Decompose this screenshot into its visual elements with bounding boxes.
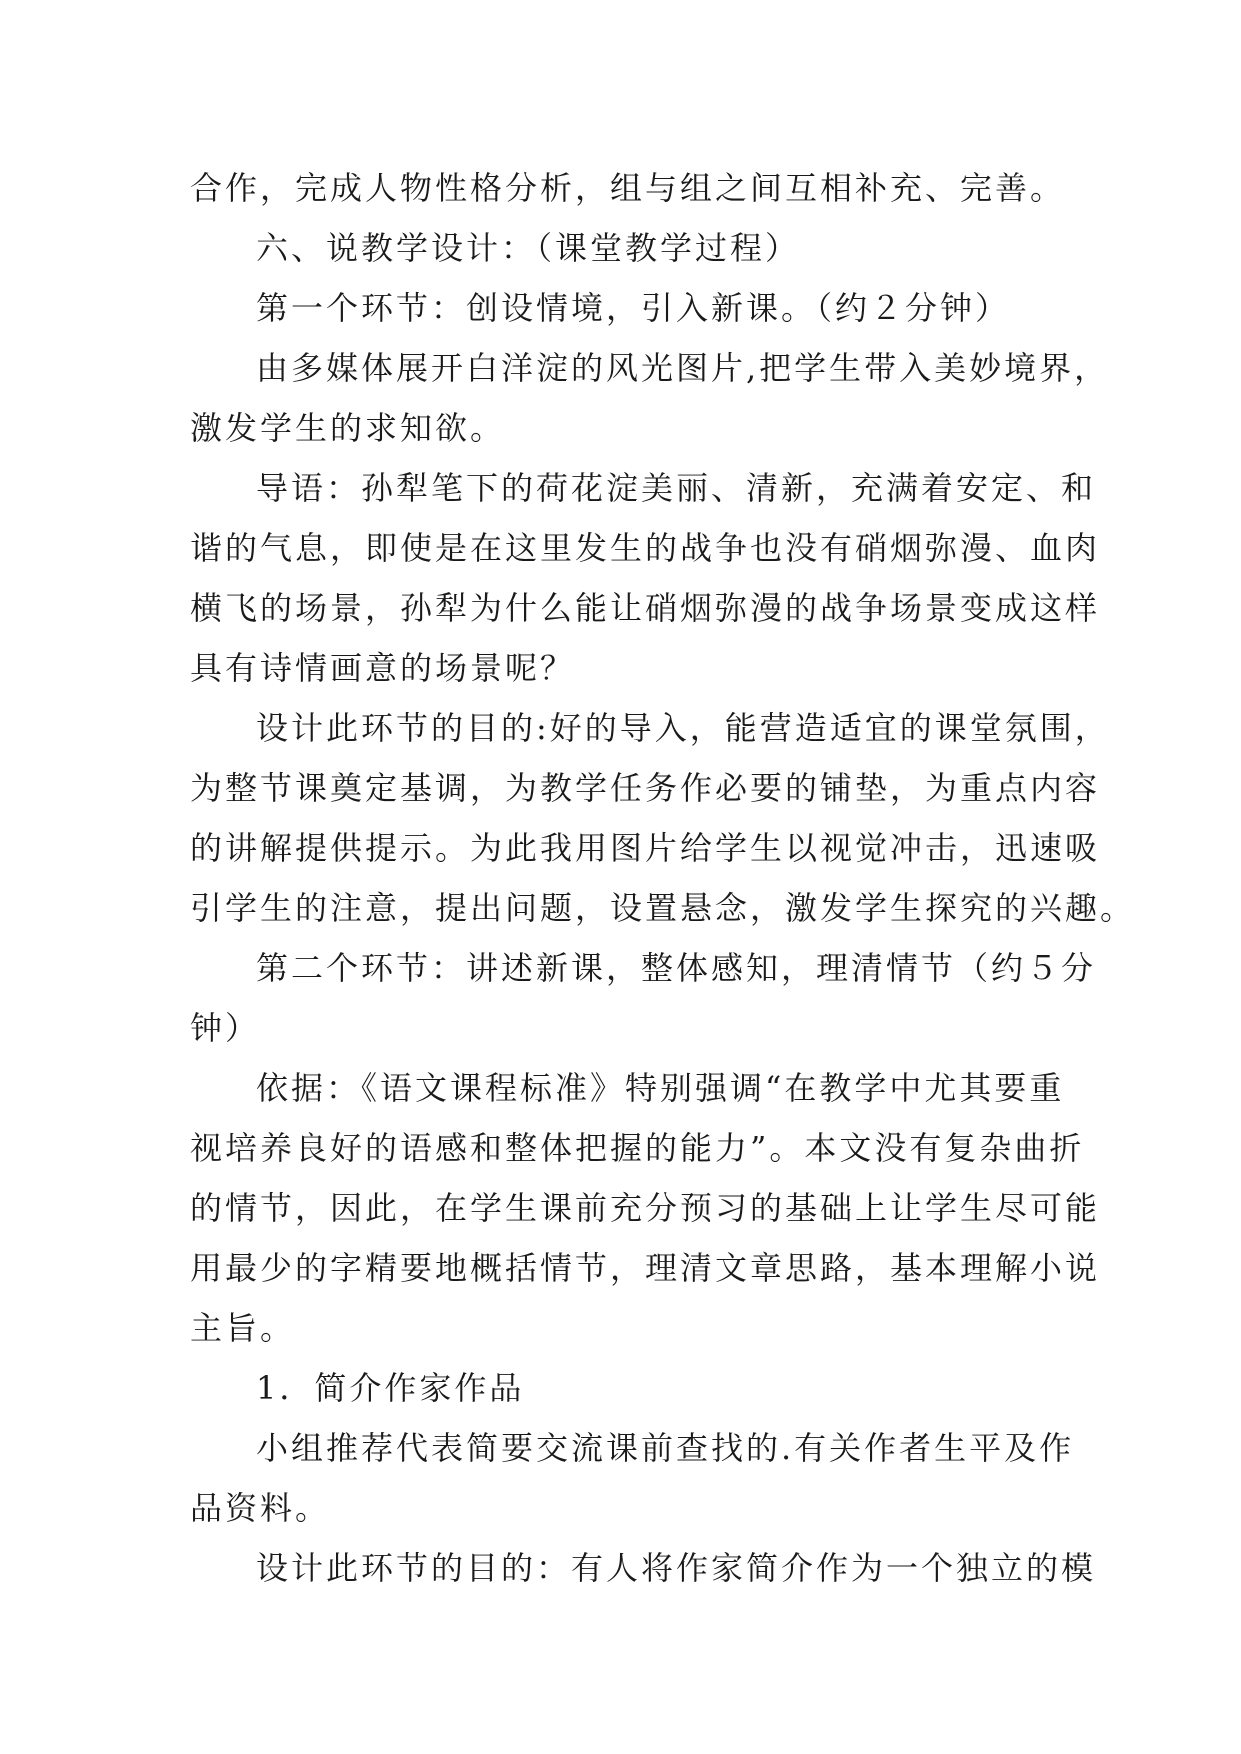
text-line: 品资料。	[190, 1489, 331, 1527]
step-heading: 第一个环节：创设情境，引入新课。（约２分钟）	[256, 289, 1011, 327]
text-line: 主旨。	[190, 1309, 296, 1347]
text-line: 的讲解提供提示。为此我用图片给学生以视觉冲击，迅速吸	[190, 829, 1101, 867]
text-line: 小组推荐代表简要交流课前查找的.有关作者生平及作	[256, 1429, 1075, 1467]
text-line: 设计此环节的目的：有人将作家简介作为一个独立的模	[256, 1549, 1097, 1587]
text-line: 合作，完成人物性格分析，组与组之间互相补充、完善。	[190, 169, 1066, 207]
text-line: 钟）	[190, 1009, 261, 1047]
section-heading: 六、说教学设计：（课堂教学过程）	[256, 229, 801, 267]
text-line: 依据：《语文课程标准》特别强调“在教学中尤其要重	[256, 1069, 1065, 1107]
text-line: 的情节，因此，在学生课前充分预习的基础上让学生尽可能	[190, 1189, 1101, 1227]
text-line: 引学生的注意，提出问题，设置悬念，激发学生探究的兴趣。	[190, 889, 1136, 927]
text-line: 由多媒体展开白洋淀的风光图片,把学生带入美妙境界，	[256, 349, 1110, 387]
text-line: 用最少的字精要地概括情节，理清文章思路，基本理解小说	[190, 1249, 1101, 1287]
text-line: 谐的气息，即使是在这里发生的战争也没有硝烟弥漫、血肉	[190, 529, 1101, 567]
text-line: 为整节课奠定基调，为教学任务作必要的铺垫，为重点内容	[190, 769, 1101, 807]
text-line: 横飞的场景，孙犁为什么能让硝烟弥漫的战争场景变成这样	[190, 589, 1101, 627]
text-line: 导语：孙犁笔下的荷花淀美丽、清新，充满着安定、和	[256, 469, 1097, 507]
step-heading: 第二个环节：讲述新课，整体感知，理清情节（约５分	[256, 949, 1097, 987]
text-line: 具有诗情画意的场景呢？	[190, 649, 576, 687]
text-line: 设计此环节的目的:好的导入，能营造适宜的课堂氛围，	[256, 709, 1110, 747]
subsection-heading: 1．简介作家作品	[256, 1369, 525, 1407]
text-line: 视培养良好的语感和整体把握的能力”。本文没有复杂曲折	[190, 1129, 1085, 1167]
text-line: 激发学生的求知欲。	[190, 409, 506, 447]
